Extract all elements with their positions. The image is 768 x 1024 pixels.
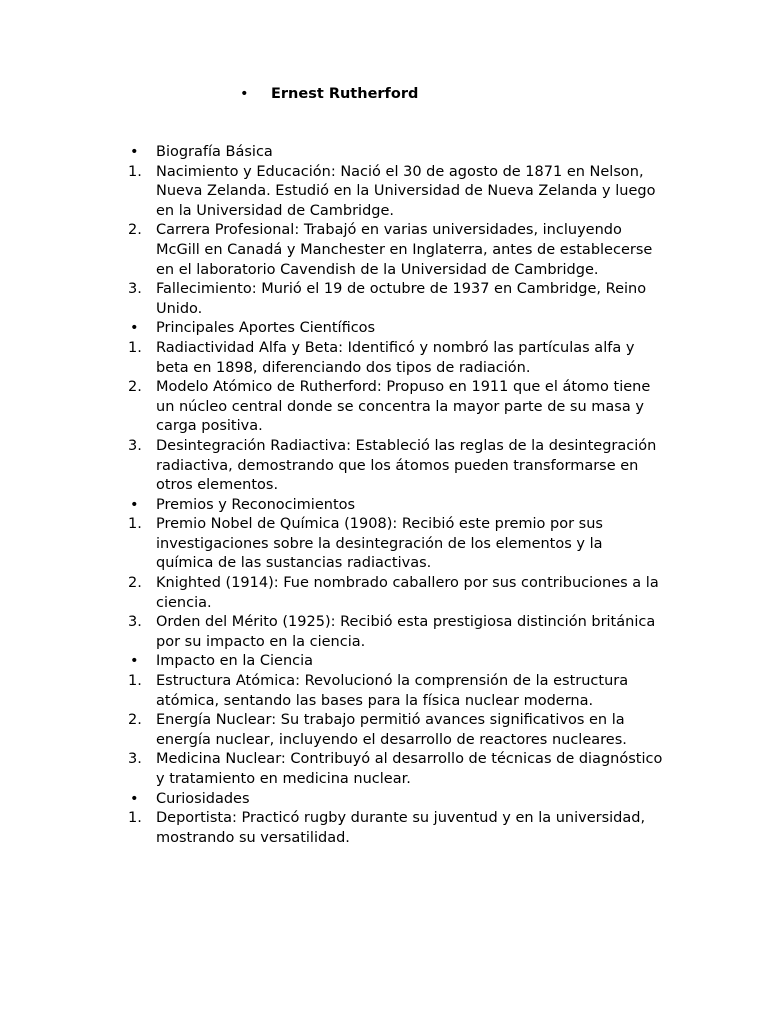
list-item-text: Principales Aportes Científicos <box>156 320 376 337</box>
section-heading-item <box>128 143 663 163</box>
numbered-list-item <box>128 672 663 711</box>
list-item-text: Medicina Nuclear: Contribuyó al desarrollo de técnicas de diagnóstico y tratamiento en medicina nuclear. <box>156 751 663 787</box>
section-heading-item <box>128 652 663 672</box>
number-marker: 2. <box>128 575 142 592</box>
list-item-text: Desintegración Radiactiva: Estableció las reglas de la desintegración radiactiva, demostrando que los átomos pueden transformarse en otros elementos. <box>156 437 657 494</box>
list-item-text: Energía Nuclear: Su trabajo permitió avances significativos en la energía nuclear, incluyendo el desarrollo de reactores nucleares. <box>156 712 627 748</box>
numbered-list-item <box>128 339 663 378</box>
number-marker: 3. <box>128 437 142 454</box>
number-marker: 1. <box>128 163 142 180</box>
section-heading-item <box>128 319 663 339</box>
title-bullet: • <box>240 86 249 102</box>
number-marker: 3. <box>128 751 142 768</box>
list-item-text: Curiosidades <box>156 790 250 807</box>
number-marker: 1. <box>128 673 142 690</box>
number-marker: 3. <box>128 614 142 631</box>
number-marker: 1. <box>128 810 142 827</box>
numbered-list-item <box>128 221 663 280</box>
list-item-text: Biografía Básica <box>156 144 273 160</box>
document-body <box>128 143 663 848</box>
bullet-marker: • <box>130 790 139 807</box>
list-item-text: Deportista: Practicó rugby durante su juventud y en la universidad, mostrando su versatilidad. <box>156 810 646 846</box>
numbered-list-item <box>128 515 663 574</box>
list-item-text: Modelo Atómico de Rutherford: Propuso en 1911 que el átomo tiene un núcleo central donde se concentra la mayor parte de su masa y carga positiva. <box>156 379 651 435</box>
numbered-list-item <box>128 750 663 789</box>
numbered-list-item <box>128 711 663 750</box>
list-item-text: Fallecimiento: Murió el 19 de octubre de 1937 en Cambridge, Reino Unido. <box>156 281 647 317</box>
list-item-text: Estructura Atómica: Revolucionó la comprensión de la estructura atómica, sentando las bases para la física nuclear moderna. <box>156 673 629 709</box>
list-item-text: Impacto en la Ciencia <box>156 653 314 670</box>
list-item-text: Knighted (1914): Fue nombrado caballero por sus contribuciones a la ciencia. <box>156 575 659 611</box>
bullet-marker: • <box>130 320 139 337</box>
number-marker: 2. <box>128 712 142 729</box>
bullet-marker: • <box>130 144 139 160</box>
bullet-marker: • <box>130 653 139 670</box>
bullet-marker: • <box>130 496 139 513</box>
list-item-text: Orden del Mérito (1925): Recibió esta prestigiosa distinción británica por su impacto en la ciencia. <box>156 614 656 650</box>
numbered-list-item <box>128 574 663 613</box>
list-item-text: Radiactividad Alfa y Beta: Identificó y nombró las partículas alfa y beta en 1898, diferenciando dos tipos de radiación. <box>156 339 635 376</box>
numbered-list-item <box>128 613 663 652</box>
number-marker: 2. <box>128 379 142 396</box>
list-item-text: Nacimiento y Educación: Nació el 30 de agosto de 1871 en Nelson, Nueva Zelanda. Estudió en la Universidad de Nueva Zelanda y luego en la Universidad de Cambridge. <box>156 163 656 219</box>
number-marker: 3. <box>128 281 142 298</box>
number-marker: 1. <box>128 516 142 533</box>
document-title: Ernest Rutherford <box>271 86 419 102</box>
list-item-text: Carrera Profesional: Trabajó en varias universidades, incluyendo McGill en Canadá y Manchester en Inglaterra, antes de establecerse en el laboratorio Cavendish de la Universidad de Cambridge. <box>156 222 653 278</box>
number-marker: 2. <box>128 222 142 239</box>
numbered-list-item <box>128 280 663 319</box>
numbered-list-item <box>128 378 663 437</box>
list-item-text: Premio Nobel de Química (1908): Recibió este premio por sus investigaciones sobre la desintegración de los elementos y la química de las sustancias radiactivas. <box>156 516 603 572</box>
list-item-text: Premios y Reconocimientos <box>156 496 356 513</box>
section-heading-item <box>128 790 663 810</box>
numbered-list-item <box>128 437 663 496</box>
numbered-list-item <box>128 809 663 848</box>
numbered-list-item <box>128 163 663 222</box>
number-marker: 1. <box>128 339 142 356</box>
section-heading-item <box>128 496 663 516</box>
